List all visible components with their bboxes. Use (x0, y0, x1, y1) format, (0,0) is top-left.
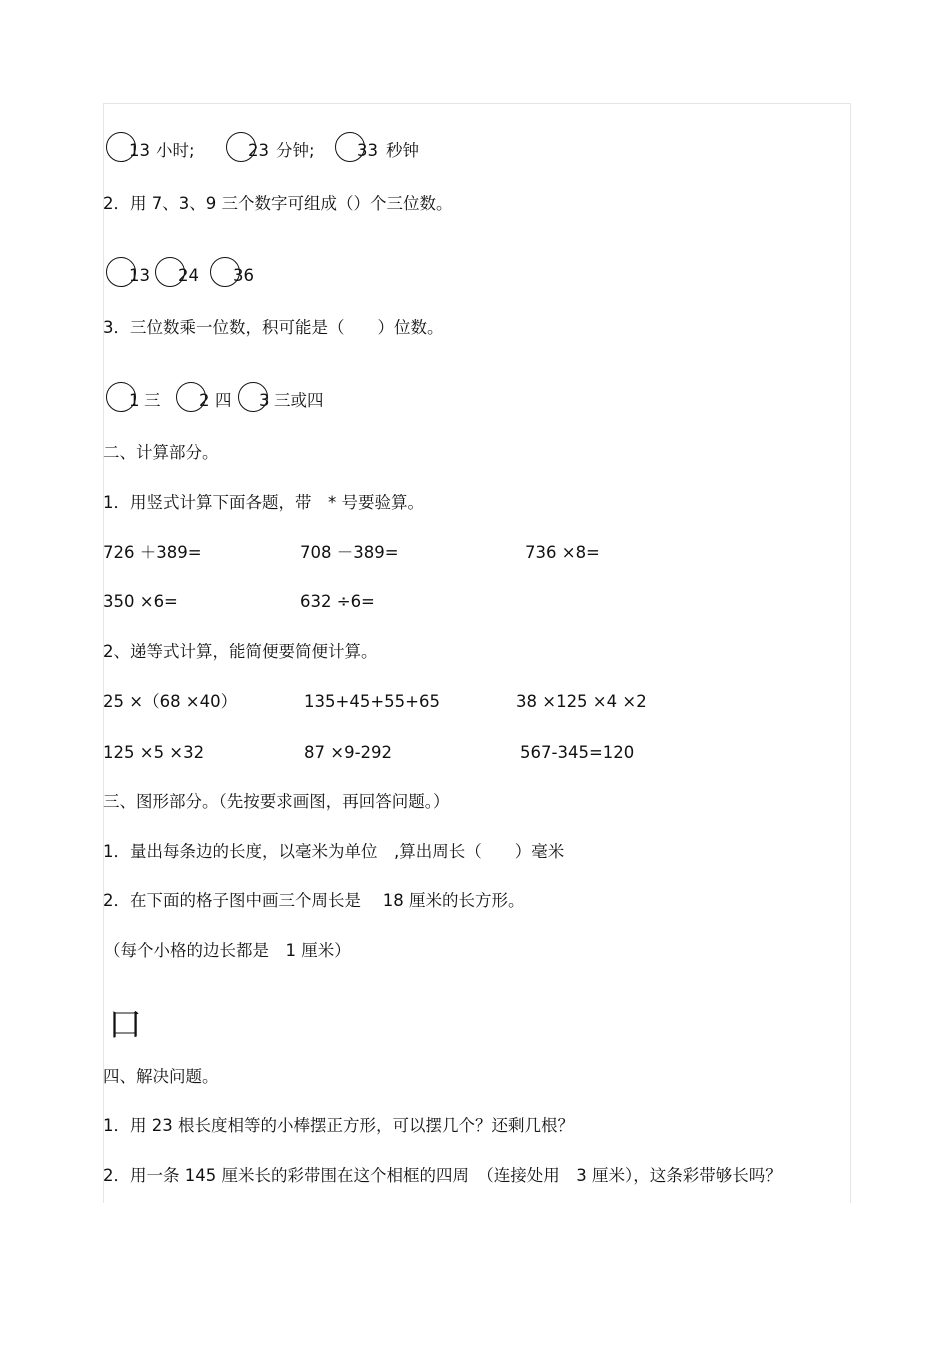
q2-option-2: 24 (178, 266, 199, 285)
section-2-question-1: 1．用竖式计算下面各题，带 * 号要验算。 (103, 493, 424, 512)
section-2-question-2: 2、递等式计算，能简便要简便计算。 (103, 642, 378, 661)
section-3-heading: 三、图形部分。（先按要求画图，再回答问题。） (103, 792, 450, 811)
calc-item: 125 ×5 ×32 (103, 743, 205, 762)
section-4-question-1: 1．用 23 根长度相等的小棒摆正方形，可以摆几个？还剩几根？ (103, 1116, 574, 1135)
section-4-question-2: 2．用一条 145 厘米长的彩带围在这个相框的四周 （连接处用 3 厘米），这条彩带够长吗？ (103, 1166, 782, 1185)
section-3-question-2: 2．在下面的格子图中画三个周长是 18 厘米的长方形。 (103, 891, 525, 910)
calc-item: 736 ×8= (525, 543, 600, 562)
q1-option-1-num: 13 (129, 141, 150, 160)
q2-option-1: 13 (129, 266, 150, 285)
calc-item: 632 ÷6= (300, 592, 375, 611)
section-3-question-1: 1．量出每条边的长度，以毫米为单位 ,算出周长（ ）毫米 (103, 842, 565, 861)
section-2-heading: 二、计算部分。 (103, 443, 219, 462)
calc-item: 87 ×9-292 (304, 743, 393, 762)
q3-option-3-num: 3 (259, 391, 270, 410)
q3-option-1-text: 三 (144, 391, 161, 410)
calc-item: 567-345=120 (520, 743, 635, 762)
calc-item: 350 ×6= (103, 592, 178, 611)
q1-option-2-num: 23 (248, 141, 269, 160)
calc-item: 708 －389= (300, 543, 399, 562)
question-3: 3．三位数乘一位数，积可能是（ ）位数。 (103, 318, 444, 337)
calc-item: 135+45+55+65 (304, 692, 440, 711)
q1-option-3-num: 33 (357, 141, 378, 160)
q3-option-2-num: 2 (199, 391, 210, 410)
q1-option-2-text: 分钟; (276, 141, 315, 160)
question-2: 2．用 7、3、9 三个数字可组成（）个三位数。 (103, 194, 453, 213)
calc-item: 726 ＋389= (103, 543, 202, 562)
calc-item: 38 ×125 ×4 ×2 (516, 692, 647, 711)
grid-box-glyph: 口 (108, 1005, 142, 1045)
q1-option-1-text: 小时; (156, 141, 195, 160)
q1-option-3-text: 秒钟 (386, 141, 419, 160)
q3-option-1-num: 1 (129, 391, 140, 410)
calc-item: 25 ×（68 ×40） (103, 692, 238, 711)
q3-option-2-text: 四 (215, 391, 232, 410)
q3-option-3-text: 三或四 (274, 391, 324, 410)
section-3-note: （每个小格的边长都是 1 厘米） (104, 941, 351, 960)
q2-option-3: 36 (233, 266, 254, 285)
section-4-heading: 四、解决问题。 (103, 1067, 219, 1086)
